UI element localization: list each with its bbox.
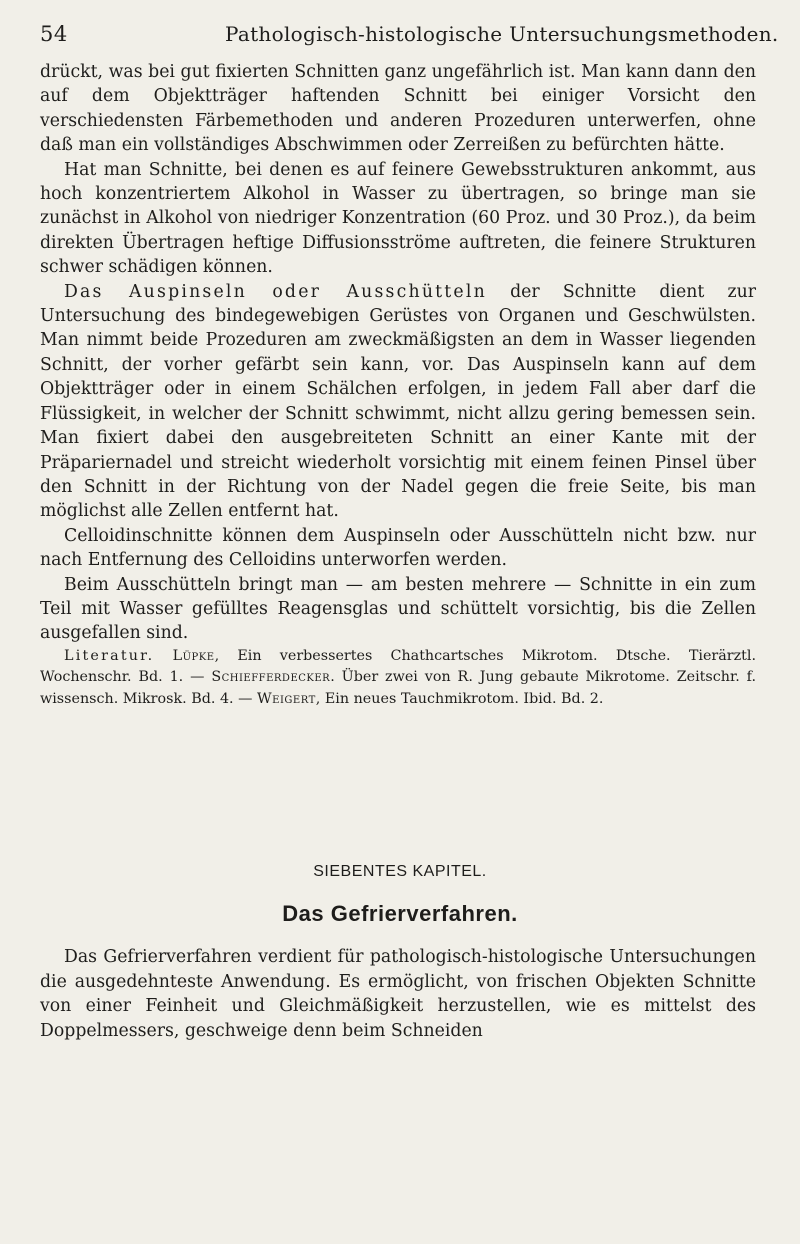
chapter-text <box>40 945 756 1043</box>
page-header <box>20 22 780 54</box>
author-name: Schiefferdecker <box>211 669 331 686</box>
paragraph-alcohol-transfer: Hat man Schnitte, bei denen es auf feinere Gewebsstrukturen ankommt, aus hoch konzentriertem Alkohol in Wasser zu übertragen, so bringe man sie zunächst in Alkohol von niedriger Konzentration (60 Proz. und 30 Proz.), da beim direkten Übertragen heftige Diffusionsströme auftreten, die feinere Strukturen schwer schädigen können. <box>40 159 756 278</box>
author-name: Weigert <box>256 690 316 707</box>
main-text <box>40 60 756 710</box>
reference-text: , Ein verbessertes Chathcartsches Mikrotom. Dtsche. Tierärztl. Wochenschr. Bd. 1. — <box>40 647 756 686</box>
reference-text: . Über zwei von R. Jung gebaute Mikrotome. Zeitschr. f. wissensch. Mikrosk. Bd. 4. — <box>40 669 756 707</box>
paragraph-shaking: Beim Ausschütteln bringt man — am besten mehrere — Schnitte in ein zum Teil mit Wasser gefülltes Reagensglas und schüttelt vorsichtig, bis die Zellen ausgefallen sind. <box>40 574 756 644</box>
paragraph-brushing-text: der Schnitte dient zur Untersuchung des bindegewebigen Gerüstes von Organen und Geschwülsten. Man nimmt beide Prozeduren am zweckmäßigsten an dem in Wasser liegenden Schnitt, der vorher gefärbt sein kann, vor. Das Auspinseln kann auf dem Objektträger oder in einem Schälchen erfolgen, in jedem Fall aber darf die Flüssigkeit, in welcher der Schnitt schwimmt, nicht allzu gering bemessen sein. Man fixiert dabei den ausgebreiteten Schnitt an einer Kante mit der Präpariernadel und streicht wiederholt vorsichtig mit einem feinen Pinsel über den Schnitt in der Richtung von der Nadel gegen die freie Seite, bis man möglichst alle Zellen entfernt hat. <box>40 281 756 522</box>
chapter-paragraph: Das Gefrierverfahren verdient für pathologisch-histologische Untersuchungen die ausgedehnteste Anwendung. Es ermöglicht, von frischen Objekten Schnitte von einer Feinheit und Gleichmäßigkeit herzustellen, wie es mittelst des Doppelmessers, geschweige denn beim Schneiden <box>40 947 756 1041</box>
literature-label: Literatur. <box>64 647 155 664</box>
chapter-title: Das Gefrierverfahren. <box>282 901 518 926</box>
paragraph-celloidin: Celloidinschnitte können dem Auspinseln oder Ausschütteln nicht bzw. nur nach Entfernung des Celloidins unterworfen werden. <box>40 525 756 571</box>
paragraph-brushing <box>40 280 756 524</box>
chapter-label: SIEBENTES KAPITEL. <box>313 863 487 880</box>
running-head: Pathologisch-histologische Untersuchungsmethoden. <box>225 22 779 46</box>
reference-text: , Ein neues Tauchmikrotom. Ibid. Bd. 2. <box>315 690 604 707</box>
author-name: Lüpke <box>172 647 215 664</box>
literature-references <box>40 646 756 710</box>
page-number: 54 <box>40 22 68 46</box>
spaced-term: Das Auspinseln oder Ausschütteln <box>64 281 487 302</box>
paragraph-continued: drückt, was bei gut fixierten Schnitten ganz ungefährlich ist. Man kann dann den auf dem Objektträger haftenden Schnitt bei einiger Vorsicht den verschiedensten Färbemethoden und anderen Prozeduren unterwerfen, ohne daß man ein vollständiges Abschwimmen oder Zerreißen zu befürchten hätte. <box>40 62 756 156</box>
